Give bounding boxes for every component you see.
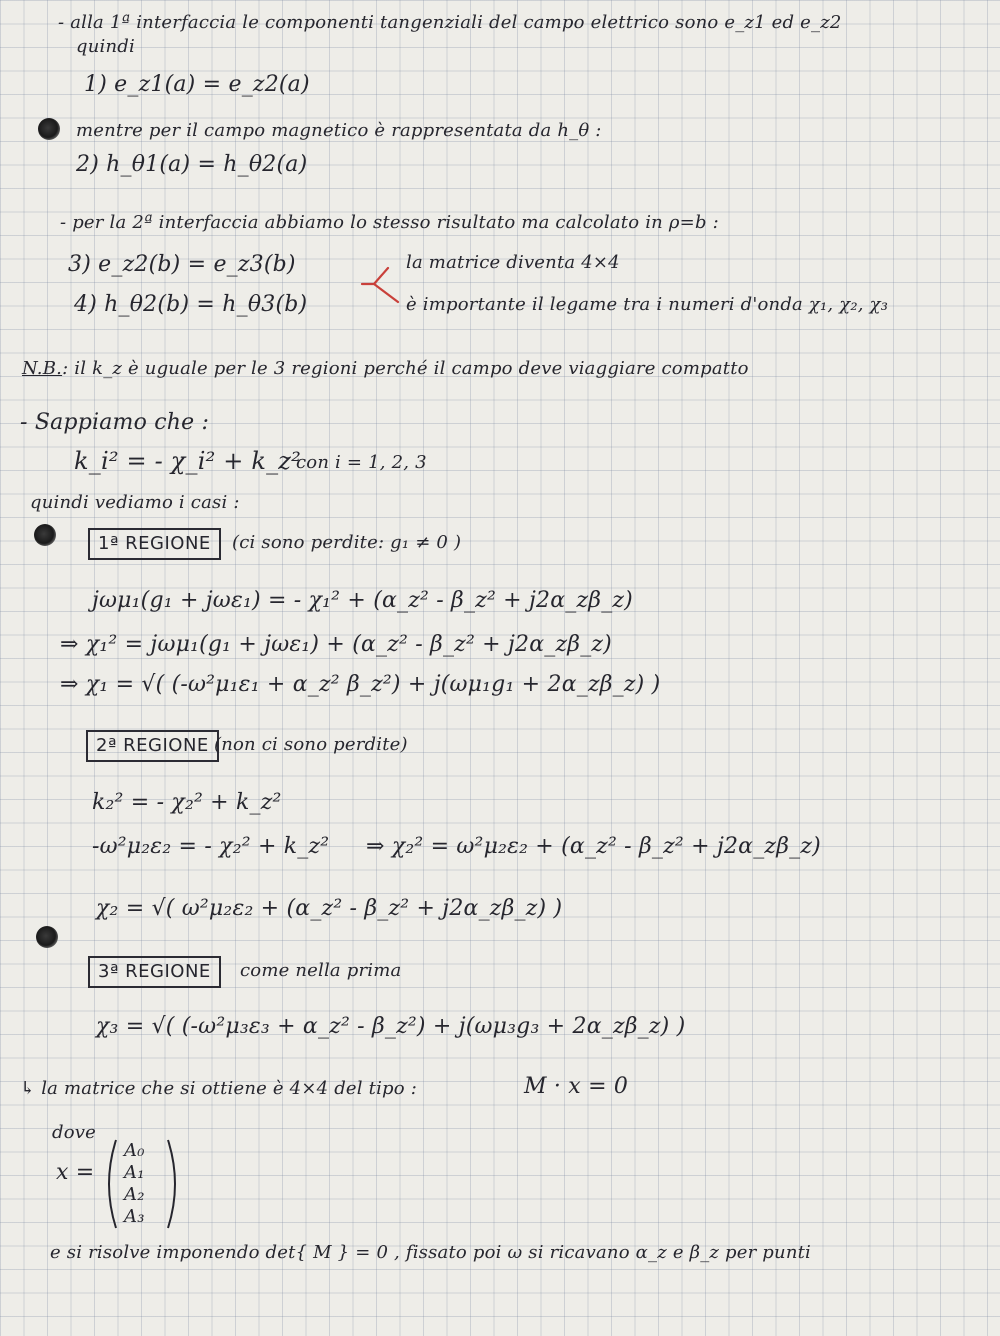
line-sappiamo: - Sappiamo che : xyxy=(20,410,210,435)
line-cases: quindi vediamo i casi : xyxy=(30,492,240,513)
line-solution: e si risolve imponendo det{ M } = 0 , fissato poi ω si ricavano α_z e β_z per punti xyxy=(50,1242,811,1263)
region-2-note: (non ci sono perdite) xyxy=(214,734,408,755)
binder-hole-1 xyxy=(38,118,60,140)
nb-label xyxy=(22,356,749,382)
region-3-note: come nella prima xyxy=(240,960,402,981)
vector-entry-3: A₃ xyxy=(124,1206,145,1227)
nb-abbrev: N.B. xyxy=(22,358,63,379)
equation-region2-a: k₂² = - χ₂² + k_z² xyxy=(92,790,282,815)
line-dove: dove xyxy=(52,1122,96,1143)
binder-hole-2 xyxy=(34,524,56,546)
equation-4: 4) h_θ2(b) = h_θ3(b) xyxy=(74,292,308,317)
region-1-note: (ci sono perdite: g₁ ≠ 0 ) xyxy=(232,532,462,553)
region-3-box: 3ª REGIONE xyxy=(88,956,221,988)
equation-3: 3) e_z2(b) = e_z3(b) xyxy=(68,252,296,277)
vector-x-label: x = xyxy=(56,1160,95,1185)
equation-region1-a: jωμ₁(g₁ + jωε₁) = - χ₁² + (α_z² - β_z² + j2α_zβ_z) xyxy=(92,588,633,613)
equation-1: 1) e_z1(a) = e_z2(a) xyxy=(84,72,310,97)
line-quindi: quindi xyxy=(76,36,135,57)
equation-ki-range: con i = 1, 2, 3 xyxy=(296,452,427,473)
line-interface-2: - per la 2ª interfaccia abbiamo lo stesso risultato ma calcolato in ρ=b : xyxy=(60,212,719,233)
equation-ki: k_i² = - χ_i² + k_z² xyxy=(74,447,301,475)
equation-region3: χ₃ = √( (-ω²μ₃ε₃ + α_z² - β_z²) + j(ωμ₃g₃ + 2α_zβ_z) ) xyxy=(96,1014,686,1039)
equation-2: 2) h_θ1(a) = h_θ2(a) xyxy=(76,152,308,177)
line-magnetic: mentre per il campo magnetico è rappresentata da h_θ : xyxy=(76,120,602,141)
equation-region1-b: ⇒ χ₁² = jωμ₁(g₁ + jωε₁) + (α_z² - β_z² + j2α_zβ_z) xyxy=(60,632,612,657)
equation-region2-b: -ω²μ₂ε₂ = - χ₂² + k_z² xyxy=(92,834,330,859)
vector-entry-2: A₂ xyxy=(124,1184,145,1205)
vector-left-paren xyxy=(100,1136,120,1232)
note-wave-numbers: è importante il legame tra i numeri d'onda χ₁, χ₂, χ₃ xyxy=(406,294,889,315)
vector-entry-1: A₁ xyxy=(124,1162,145,1183)
vector-entry-0: A₀ xyxy=(124,1140,145,1161)
line-interface-1: - alla 1ª interfaccia le componenti tangenziali del campo elettrico sono e_z1 ed e_z2 xyxy=(58,12,842,33)
equation-region2-c: ⇒ χ₂² = ω²μ₂ε₂ + (α_z² - β_z² + j2α_zβ_z) xyxy=(366,834,821,859)
equation-region2-d: χ₂ = √( ω²μ₂ε₂ + (α_z² - β_z² + j2α_zβ_z) ) xyxy=(96,896,563,921)
note-matrix-size: la matrice diventa 4×4 xyxy=(406,252,620,273)
nb-text: : il k_z è uguale per le 3 regioni perché il campo deve viaggiare compatto xyxy=(62,358,749,379)
equation-region1-c: ⇒ χ₁ = √( (-ω²μ₁ε₁ + α_z² β_z²) + j(ωμ₁g₁ + 2α_zβ_z) ) xyxy=(60,672,661,697)
binder-hole-3 xyxy=(36,926,58,948)
region-1-box: 1ª REGIONE xyxy=(88,528,221,560)
vector-right-paren xyxy=(164,1136,184,1232)
branch-arrow-icon xyxy=(358,262,408,312)
equation-matrix: M · x = 0 xyxy=(524,1074,629,1099)
region-2-box: 2ª REGIONE xyxy=(86,730,219,762)
line-matrix: ↳ la matrice che si ottiene è 4×4 del tipo : xyxy=(20,1078,417,1099)
